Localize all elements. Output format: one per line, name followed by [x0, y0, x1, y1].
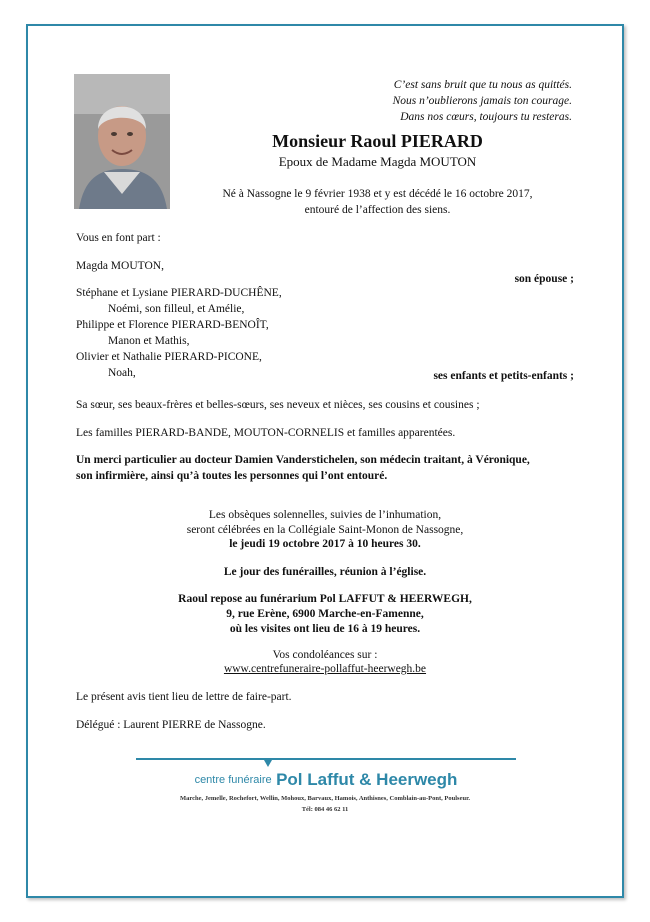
footer-phone: Tél: 084 46 62 11 [301, 806, 349, 813]
families: Les familles PIERARD-BANDE, MOUTON-CORNELIS et familles apparentées. [76, 427, 456, 439]
website-link[interactable]: www.centrefuneraire-pollaffut-heerwegh.be [223, 663, 427, 675]
delegate: Délégué : Laurent PIERRE de Nassogne. [76, 719, 266, 731]
family-member: Stéphane et Lysiane PIERARD-DUCHÊNE, [76, 287, 282, 299]
rest-location: Raoul repose au funérarium Pol LAFFUT & HEERWEGH, [178, 593, 472, 605]
funeral-date: le jeudi 19 octobre 2017 à 10 heures 30. [229, 538, 421, 550]
funeral-line: Les obsèques solennelles, suivies de l’inhumation, [208, 509, 442, 521]
funeral-line: seront célébrées en la Collégiale Saint-Monon de Nassogne, [186, 524, 464, 536]
footer-towns: Marche, Jemelle, Rochefort, Wellin, Mohoux, Barvaux, Hamois, Anthisnes, Comblain-au-Pont, Poulseur. [179, 795, 471, 802]
visit-hours: où les visites ont lieu de 16 à 19 heures. [229, 623, 421, 635]
family-member: Philippe et Florence PIERARD-BENOÎT, [76, 319, 269, 331]
website-wrap [70, 661, 580, 677]
poem [393, 77, 572, 125]
siblings: Sa sœur, ses beaux-frères et belles-sœurs, ses neveux et nièces, ses cousins et cousines ; [76, 399, 480, 411]
condolences-label: Vos condoléances sur : [272, 649, 378, 661]
family-member: Noémi, son filleul, et Amélie, [108, 303, 245, 315]
birth-death-info [180, 186, 575, 218]
spouse-name: Magda MOUTON, [76, 260, 164, 272]
logo-small-text: centre funéraire [194, 774, 272, 786]
portrait-photo [74, 74, 170, 209]
children-list [76, 285, 282, 381]
rest-address: 9, rue Erène, 6900 Marche-en-Famenne, [226, 608, 424, 620]
intro: Vous en font part : [76, 232, 161, 244]
family-member: Noah, [108, 367, 136, 379]
children-role: ses enfants et petits-enfants ; [433, 370, 574, 382]
footer-divider [136, 758, 516, 760]
spouse-role: son épouse ; [514, 273, 574, 285]
footer-marker [264, 760, 272, 767]
poem-line: Nous n’oublierons jamais ton courage. [392, 95, 572, 107]
logo-big-text: Pol Laffut & Heerwegh [276, 770, 458, 789]
thanks [76, 452, 530, 484]
birth-line: entouré de l’affection des siens. [304, 204, 451, 216]
funeral-home-logo [136, 770, 516, 790]
funeral-meeting: Le jour des funérailles, réunion à l’église. [223, 566, 427, 578]
poem-line: Dans nos cœurs, toujours tu resteras. [400, 111, 572, 123]
spouse-line: Epoux de Madame Magda MOUTON [278, 154, 477, 169]
deceased-name: Monsieur Raoul PIERARD [272, 131, 483, 151]
family-member: Olivier et Nathalie PIERARD-PICONE, [76, 351, 262, 363]
poem-line: C’est sans bruit que tu nous as quittés. [393, 79, 572, 91]
thanks-line: Un merci particulier au docteur Damien Vanderstichelen, son médecin traitant, à Véronique, [76, 454, 530, 466]
thanks-line: son infirmière, ainsi qu’à toutes les personnes qui l’ont entouré. [76, 470, 388, 482]
family-member: Manon et Mathis, [108, 335, 190, 347]
birth-line: Né à Nassogne le 9 février 1938 et y est décédé le 16 octobre 2017, [222, 188, 533, 200]
notice: Le présent avis tient lieu de lettre de faire-part. [76, 691, 292, 703]
